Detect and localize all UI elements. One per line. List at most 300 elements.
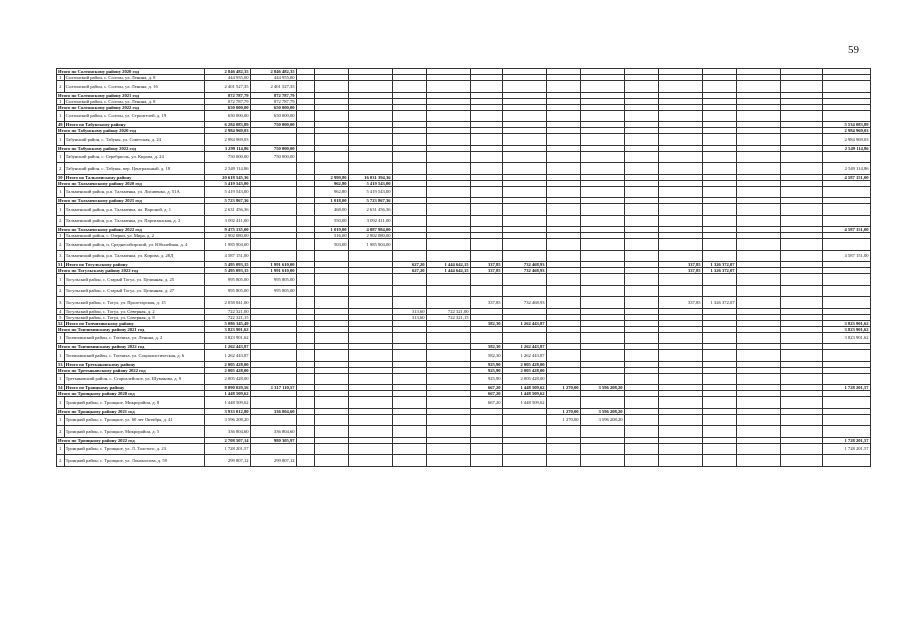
cell-col-17: 2 549 114,86 — [822, 145, 870, 151]
cell-col-16 — [780, 274, 822, 286]
table-row — [57, 297, 871, 309]
cell-col-17 — [822, 215, 870, 227]
cell-col-17 — [822, 204, 870, 216]
cell-col-10 — [546, 443, 580, 455]
cell-col-2: 750 000,00 — [250, 122, 296, 128]
cell-col-11: 3 596 208,20 — [580, 414, 624, 426]
cell-col-11 — [580, 350, 624, 362]
table-row — [57, 186, 871, 198]
cell-col-16 — [780, 443, 822, 455]
cell-col-7 — [426, 414, 470, 426]
cell-col-1: 995 805,00 — [204, 274, 250, 286]
row-address: Троицкий район, с. Троицкое, ул. Л. Толстого, д. 23 — [64, 443, 204, 455]
cell-col-2: 750 000,00 — [250, 151, 296, 163]
row-label: Итого по Тальменскому району 2021 год — [57, 198, 205, 204]
cell-col-6 — [392, 397, 426, 409]
cell-col-12 — [624, 110, 658, 122]
cell-col-8 — [470, 274, 502, 286]
row-number: 1 — [57, 350, 65, 362]
cell-col-16 — [780, 204, 822, 216]
cell-col-7 — [426, 151, 470, 163]
cell-col-6 — [392, 239, 426, 251]
cell-col-6 — [392, 297, 426, 309]
cell-col-7 — [426, 204, 470, 216]
cell-col-17: 4 587 151,00 — [822, 227, 870, 233]
cell-col-3 — [296, 163, 314, 175]
cell-col-9: 1 448 509,62 — [502, 397, 546, 409]
cell-col-1: 995 805,00 — [204, 285, 250, 297]
cell-col-2 — [250, 332, 296, 344]
cell-col-6 — [392, 204, 426, 216]
cell-col-1: 5 723 867,36 — [204, 198, 250, 204]
cell-col-17: 4 587 151,00 — [822, 250, 870, 262]
cell-col-2: 980 305,97 — [250, 437, 296, 443]
cell-col-4 — [314, 81, 348, 93]
cell-col-15 — [736, 110, 780, 122]
cell-col-17: 1 728 201,57 — [822, 443, 870, 455]
cell-col-5 — [348, 163, 392, 175]
cell-col-1: 722 321,15 — [204, 314, 250, 320]
cell-col-4 — [314, 134, 348, 146]
cell-col-6 — [392, 151, 426, 163]
row-number: 2 — [57, 163, 65, 175]
cell-col-11 — [580, 81, 624, 93]
cell-col-3 — [296, 274, 314, 286]
cell-col-13: 337,85 — [658, 268, 702, 274]
cell-col-5 — [348, 426, 392, 438]
cell-col-9: 2 005 428,00 — [502, 361, 546, 367]
row-number: 1 — [57, 397, 65, 409]
cell-col-12 — [624, 332, 658, 344]
cell-col-14 — [702, 350, 736, 362]
cell-col-5 — [348, 134, 392, 146]
cell-col-3 — [296, 443, 314, 455]
cell-col-8: 582,30 — [470, 320, 502, 326]
row-label: Итого по Троицкому району — [64, 385, 204, 391]
cell-col-5 — [348, 250, 392, 262]
row-address: Тогульский район, с. Старый Тогул, ул. Целинная, д. 25 — [64, 274, 204, 286]
cell-col-14 — [702, 151, 736, 163]
row-label: Итого по Троицкому району 2021 год — [57, 408, 205, 414]
cell-col-7 — [426, 250, 470, 262]
cell-col-16 — [780, 332, 822, 344]
table-row — [57, 373, 871, 385]
cell-col-4: 2 999,80 — [314, 174, 348, 180]
cell-col-5: 2 631 456,36 — [348, 204, 392, 216]
cell-col-1: 5 419 543,00 — [204, 186, 250, 198]
cell-col-14 — [702, 414, 736, 426]
cell-col-14: 1 326 372,07 — [702, 297, 736, 309]
cell-col-1: 2 005 428,00 — [204, 361, 250, 367]
cell-col-13 — [658, 350, 702, 362]
cell-col-8 — [470, 134, 502, 146]
cell-col-8 — [470, 426, 502, 438]
cell-col-10 — [546, 239, 580, 251]
cell-col-17 — [822, 81, 870, 93]
cell-col-14 — [702, 455, 736, 467]
cell-col-9: 2 005 428,00 — [502, 367, 546, 373]
cell-col-1: 444 955,00 — [204, 75, 250, 81]
cell-col-5 — [348, 414, 392, 426]
cell-col-1: 1 448 509,62 — [204, 397, 250, 409]
cell-col-7 — [426, 81, 470, 93]
cell-col-17 — [822, 110, 870, 122]
cell-col-2: 995 805,00 — [250, 274, 296, 286]
row-label: Итого по Троицкому району 2020 год — [57, 391, 205, 397]
cell-col-11: 3 596 208,20 — [580, 408, 624, 414]
cell-col-15 — [736, 373, 780, 385]
cell-col-8 — [470, 443, 502, 455]
cell-col-7 — [426, 397, 470, 409]
cell-col-2 — [250, 373, 296, 385]
cell-col-8 — [470, 285, 502, 297]
cell-col-11 — [580, 455, 624, 467]
report-table — [56, 68, 871, 467]
cell-col-10: 1 270,00 — [546, 385, 580, 391]
cell-col-8: 667,20 — [470, 391, 502, 397]
cell-col-17: 4 587 151,00 — [822, 174, 870, 180]
cell-col-2 — [250, 443, 296, 455]
cell-col-17 — [822, 239, 870, 251]
cell-col-15 — [736, 455, 780, 467]
cell-col-3 — [296, 250, 314, 262]
row-number: 1 — [57, 233, 65, 239]
cell-col-15 — [736, 414, 780, 426]
cell-col-1: 872 787,79 — [204, 92, 250, 98]
row-address: Тальменский район, р.п. Тальменка, ул. Лисавенко, д. 51А — [64, 186, 204, 198]
cell-col-7 — [426, 373, 470, 385]
cell-col-5 — [348, 297, 392, 309]
row-number: 1 — [57, 443, 65, 455]
cell-col-10 — [546, 332, 580, 344]
cell-col-3 — [296, 151, 314, 163]
cell-col-15 — [736, 426, 780, 438]
cell-col-9 — [502, 414, 546, 426]
cell-col-1: 1 985 904,00 — [204, 239, 250, 251]
row-number: 49 — [58, 122, 63, 127]
cell-col-12 — [624, 426, 658, 438]
cell-col-11 — [580, 134, 624, 146]
cell-col-15 — [736, 274, 780, 286]
cell-col-1: 650 000,00 — [204, 104, 250, 110]
cell-col-14 — [702, 373, 736, 385]
cell-col-3 — [296, 414, 314, 426]
cell-col-16 — [780, 151, 822, 163]
cell-col-1: 336 804,60 — [204, 426, 250, 438]
cell-col-3 — [296, 204, 314, 216]
row-number: 1 — [57, 414, 65, 426]
cell-col-9: 2 005 428,00 — [502, 373, 546, 385]
cell-col-17 — [822, 350, 870, 362]
cell-col-6 — [392, 163, 426, 175]
cell-col-1: 5 086 345,49 — [204, 320, 250, 326]
cell-col-3 — [296, 297, 314, 309]
cell-col-6 — [392, 414, 426, 426]
table-row — [57, 285, 871, 297]
cell-col-7 — [426, 297, 470, 309]
cell-col-15 — [736, 285, 780, 297]
cell-col-16 — [780, 373, 822, 385]
row-address: Солтонский район, с. Солтон, ул. Ленина, д. 8 — [64, 98, 204, 104]
cell-col-1: 3 933 012,80 — [204, 408, 250, 414]
cell-col-14 — [702, 443, 736, 455]
cell-col-4 — [314, 250, 348, 262]
cell-col-10 — [546, 163, 580, 175]
cell-col-1: 299 807,12 — [204, 455, 250, 467]
cell-col-7: 1 444 642,15 — [426, 268, 470, 274]
cell-col-6 — [392, 443, 426, 455]
cell-col-13 — [658, 274, 702, 286]
row-number: 50 — [58, 174, 63, 180]
table-row — [57, 426, 871, 438]
cell-col-15 — [736, 215, 780, 227]
cell-col-2 — [250, 215, 296, 227]
cell-col-9 — [502, 134, 546, 146]
cell-col-11 — [580, 204, 624, 216]
cell-col-3 — [296, 285, 314, 297]
cell-col-2: 1 317 110,57 — [250, 385, 296, 391]
cell-col-13 — [658, 426, 702, 438]
cell-col-1: 3 092 411,00 — [204, 215, 250, 227]
cell-col-14 — [702, 274, 736, 286]
cell-col-15 — [736, 250, 780, 262]
row-number: 2 — [57, 81, 65, 93]
cell-col-1: 2 846 482,35 — [204, 69, 250, 75]
cell-col-5 — [348, 397, 392, 409]
cell-col-13 — [658, 215, 702, 227]
cell-col-15 — [736, 163, 780, 175]
cell-col-13 — [658, 186, 702, 198]
cell-col-15 — [736, 297, 780, 309]
cell-col-10: 1 270,00 — [546, 408, 580, 414]
cell-col-12 — [624, 274, 658, 286]
cell-col-17: 1 728 201,57 — [822, 437, 870, 443]
cell-col-1: 3 823 901,62 — [204, 332, 250, 344]
cell-col-10 — [546, 455, 580, 467]
cell-col-13: 337,85 — [658, 297, 702, 309]
cell-col-9 — [502, 455, 546, 467]
cell-col-4 — [314, 285, 348, 297]
row-label: Итого по Троицкому району 2022 год — [57, 437, 205, 443]
cell-col-11 — [580, 274, 624, 286]
cell-col-13 — [658, 443, 702, 455]
table-row — [57, 443, 871, 455]
cell-col-4 — [314, 350, 348, 362]
row-address: Тальменский район, р.п. Тальменка, пл. Вороной, д. 1 — [64, 204, 204, 216]
cell-col-9: 732 468,93 — [502, 268, 546, 274]
row-address: Тальменский район, р.п. Тальменка, ул. Кирова, д. 28Д — [64, 250, 204, 262]
cell-col-1: 2 902 080,00 — [204, 233, 250, 239]
table-row — [57, 151, 871, 163]
cell-col-10 — [546, 274, 580, 286]
cell-col-17: 5 534 083,89 — [822, 122, 870, 128]
report-table-body — [57, 69, 871, 467]
cell-col-13 — [658, 151, 702, 163]
cell-col-4: 550,00 — [314, 215, 348, 227]
cell-col-4: 516,00 — [314, 233, 348, 239]
row-address: Тальменский район, п. Среднесибирский, ул. Юбилейная, д. 4 — [64, 239, 204, 251]
cell-col-15 — [736, 134, 780, 146]
cell-col-1: 8 090 029,56 — [204, 385, 250, 391]
cell-col-4: 962,80 — [314, 186, 348, 198]
cell-col-6 — [392, 110, 426, 122]
row-address: Троицкий район, с. Троицкое, ул. Ломоносова, д. 59 — [64, 455, 204, 467]
row-number: 2 — [57, 285, 65, 297]
cell-col-17 — [822, 414, 870, 426]
cell-col-6 — [392, 81, 426, 93]
cell-col-4: 962,80 — [314, 180, 348, 186]
cell-col-16 — [780, 350, 822, 362]
cell-col-17: 3 823 901,62 — [822, 332, 870, 344]
cell-col-9 — [502, 250, 546, 262]
cell-col-7 — [426, 426, 470, 438]
cell-col-10 — [546, 426, 580, 438]
row-label: Итого по Топчихинскому району 2022 год — [57, 344, 205, 350]
cell-col-14 — [702, 285, 736, 297]
cell-col-14 — [702, 163, 736, 175]
cell-col-15 — [736, 239, 780, 251]
cell-col-1: 2 549 114,86 — [204, 163, 250, 175]
row-number: 1 — [57, 373, 65, 385]
cell-col-17: 2 984 969,03 — [822, 134, 870, 146]
cell-col-10 — [546, 350, 580, 362]
table-row — [57, 215, 871, 227]
cell-col-5 — [348, 151, 392, 163]
cell-col-4 — [314, 426, 348, 438]
cell-col-2 — [250, 163, 296, 175]
row-number: 4 — [57, 308, 65, 314]
cell-col-13 — [658, 81, 702, 93]
row-label: Итого по Третьяковскому району 2022 год — [57, 367, 205, 373]
cell-col-2 — [250, 397, 296, 409]
cell-col-4: 468,00 — [314, 204, 348, 216]
cell-col-4 — [314, 414, 348, 426]
cell-col-12 — [624, 350, 658, 362]
cell-col-2: 872 787,79 — [250, 98, 296, 104]
cell-col-1: 5 419 543,00 — [204, 180, 250, 186]
cell-col-13: 337,85 — [658, 262, 702, 268]
cell-col-5: 1 985 904,00 — [348, 239, 392, 251]
cell-col-17: 2 549 114,86 — [822, 163, 870, 175]
report-table-container — [56, 68, 871, 467]
cell-col-8: 667,20 — [470, 385, 502, 391]
row-number: 53 — [58, 361, 63, 367]
cell-col-1: 722 321,00 — [204, 308, 250, 314]
cell-col-2 — [250, 239, 296, 251]
cell-col-9 — [502, 151, 546, 163]
cell-col-5 — [348, 332, 392, 344]
cell-col-2 — [250, 350, 296, 362]
cell-col-5 — [348, 350, 392, 362]
cell-col-13 — [658, 250, 702, 262]
row-address: Табунский район, с. Табуны, пер. Центральный, д. 18 — [64, 163, 204, 175]
cell-col-10 — [546, 151, 580, 163]
cell-col-4: 503,00 — [314, 239, 348, 251]
cell-col-7 — [426, 274, 470, 286]
cell-col-11 — [580, 297, 624, 309]
cell-col-16 — [780, 285, 822, 297]
cell-col-4 — [314, 373, 348, 385]
cell-col-11 — [580, 110, 624, 122]
row-number: 1 — [57, 98, 65, 104]
cell-col-2: 650 000,00 — [250, 104, 296, 110]
row-address: Солтонский район, с. Солтон, ул. Ленина, д. 16 — [64, 81, 204, 93]
cell-col-8 — [470, 215, 502, 227]
row-label: Итого по Солтонскому району 2020 год — [57, 69, 205, 75]
cell-col-13 — [658, 134, 702, 146]
cell-col-6 — [392, 350, 426, 362]
cell-col-2: 336 804,60 — [250, 408, 296, 414]
row-number: 1 — [57, 75, 65, 81]
cell-col-2 — [250, 204, 296, 216]
cell-col-9 — [502, 186, 546, 198]
cell-col-8 — [470, 455, 502, 467]
cell-col-5: 5 419 543,00 — [348, 186, 392, 198]
cell-col-9 — [502, 163, 546, 175]
cell-col-17 — [822, 397, 870, 409]
cell-col-12 — [624, 239, 658, 251]
row-number: 2 — [57, 426, 65, 438]
cell-col-1: 6 284 083,89 — [204, 122, 250, 128]
cell-col-3 — [296, 134, 314, 146]
cell-col-17: 3 823 901,62 — [822, 320, 870, 326]
cell-col-4 — [314, 151, 348, 163]
cell-col-10 — [546, 81, 580, 93]
cell-col-9: 1 262 443,87 — [502, 320, 546, 326]
cell-col-5 — [348, 274, 392, 286]
cell-col-12 — [624, 81, 658, 93]
cell-col-17: 3 823 901,62 — [822, 326, 870, 332]
cell-col-3 — [296, 332, 314, 344]
cell-col-9 — [502, 215, 546, 227]
cell-col-4 — [314, 163, 348, 175]
page-number: 59 — [848, 44, 859, 56]
cell-col-2: 2 401 527,35 — [250, 81, 296, 93]
cell-col-16 — [780, 250, 822, 262]
row-address: Тогульский район, с. Тогул, ул. Северная, д. 2 — [64, 308, 204, 314]
row-address: Топчихинский район, с. Топчиха, ул. Ленина, д. 2 — [64, 332, 204, 344]
cell-col-4: 1 018,00 — [314, 198, 348, 204]
cell-col-14 — [702, 81, 736, 93]
cell-col-17: 1 728 201,57 — [822, 385, 870, 391]
cell-col-7 — [426, 443, 470, 455]
row-address: Троицкий район, с. Троицкое, Микрорайон, д. 8 — [64, 397, 204, 409]
cell-col-16 — [780, 215, 822, 227]
cell-col-12 — [624, 443, 658, 455]
row-number: 1 — [57, 186, 65, 198]
row-label: Итого по Табунскому району — [64, 122, 204, 128]
cell-col-10 — [546, 373, 580, 385]
row-number: 52 — [58, 320, 63, 326]
cell-col-9 — [502, 239, 546, 251]
table-row — [57, 204, 871, 216]
cell-col-2: 750 000,00 — [250, 145, 296, 151]
cell-col-9 — [502, 110, 546, 122]
cell-col-13 — [658, 163, 702, 175]
cell-col-17 — [822, 151, 870, 163]
cell-col-6 — [392, 186, 426, 198]
cell-col-1: 872 787,79 — [204, 98, 250, 104]
row-label: Итого по Тальменскому району — [64, 174, 204, 180]
cell-col-2 — [250, 297, 296, 309]
cell-col-13 — [658, 455, 702, 467]
cell-col-16 — [780, 110, 822, 122]
cell-col-8: 925,90 — [470, 361, 502, 367]
cell-col-16 — [780, 297, 822, 309]
cell-col-16 — [780, 81, 822, 93]
table-row — [57, 163, 871, 175]
cell-col-16 — [780, 414, 822, 426]
